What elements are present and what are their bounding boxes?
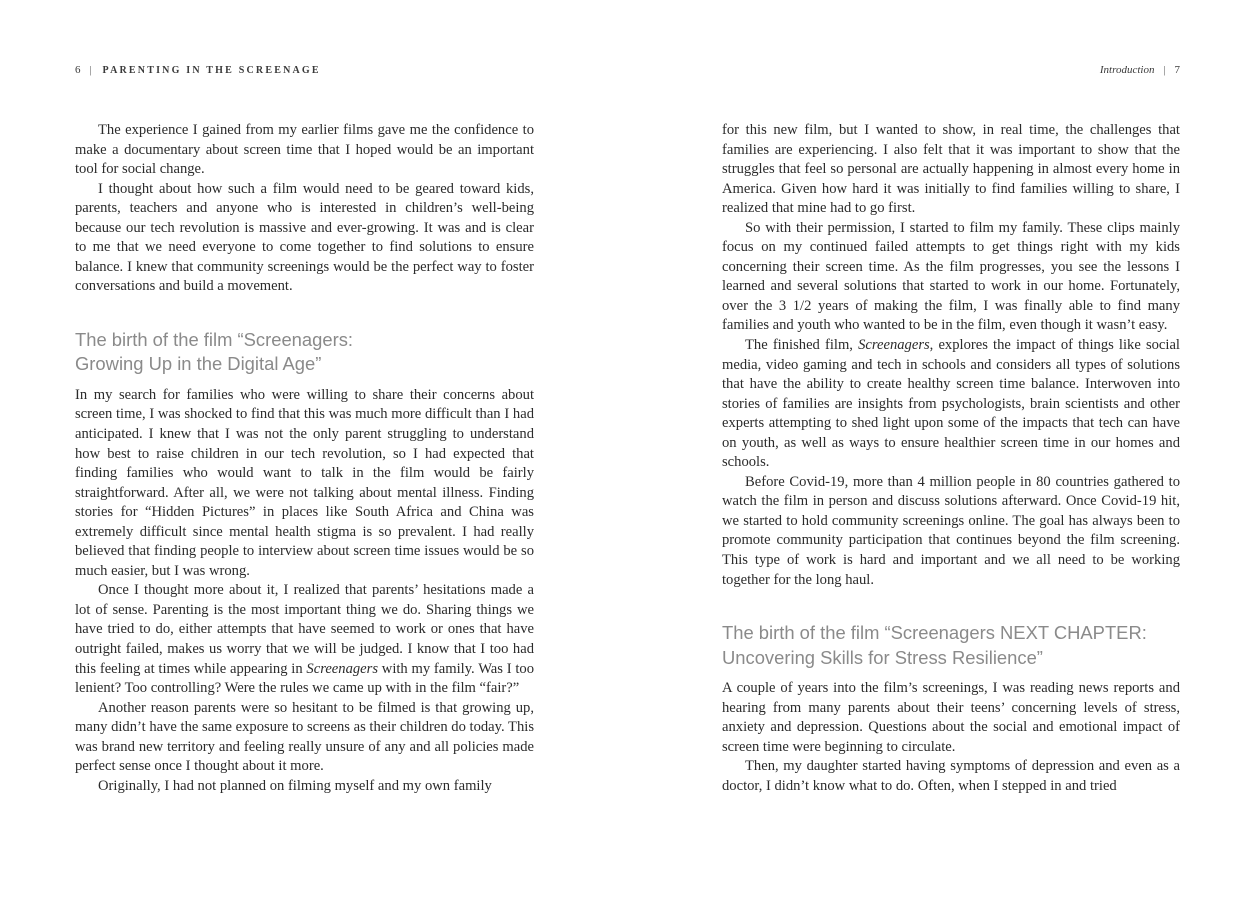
chapter-title: Introduction (1099, 64, 1155, 76)
paragraph (75, 581, 534, 698)
running-head-separator: | (1163, 65, 1166, 76)
film-title-italic: Screenagers (306, 660, 379, 677)
paragraph: The experience I gained from my earlier films gave me the confidence to make a documentary about screen time that I hoped would be an important tool for social change. (75, 122, 534, 178)
section-heading (722, 621, 1180, 670)
section-heading (75, 328, 534, 377)
right-page-number: 7 (1174, 64, 1180, 76)
paragraph-text: , explores the impact of things like social media, video gaming and tech in schools and considers all types of solutions that have the ability to create healthy screen time balance. Interwoven into stories of families are insights from psychologists, brain scientists and other experts attempting to shed light upon some of the impacts that tech can have on youth, as well as ways to ensure healthier screen time in our homes and schools. (722, 337, 1180, 471)
right-running-head (1100, 64, 1180, 76)
paragraph: Then, my daughter started having symptoms of depression and even as a doctor, I didn’t know what to do. Often, when I stepped in and tried (722, 758, 1180, 794)
left-page-number: 6 (75, 64, 81, 76)
paragraph: A couple of years into the film’s screenings, I was reading news reports and hearing from many parents about their teens’ concerning levels of stress, anxiety and depression. Questions about the social and emotional impact of screen time were beginning to circulate. (722, 680, 1180, 755)
paragraph: In my search for families who were willing to share their concerns about screen time, I was shocked to find that this was much more difficult than I had anticipated. I knew that I was not the only parent struggling to understand how best to raise children in our tech revolution, so I had expected that finding families who would want to talk in the film would be fairly straightforward. After all, we were not talking about mental illness. Finding stories for “Hidden Pictures” in places like South Africa and China was extremely difficult since mental health stigma is so prevalent. I had really believed that finding people to interview about screen time issues would be so much easier, but I was wrong. (75, 386, 534, 579)
running-head-separator: | (89, 65, 94, 76)
paragraph-text: The finished film, (745, 337, 859, 354)
book-title: PARENTING IN THE SCREENAGE (102, 65, 321, 76)
right-page (722, 0, 1180, 900)
paragraph-text: Once I thought more about it, I realized that parents’ hesitations made a lot of sense. Parenting is the most important thing we do. Sharing things we have tried to do, either attempts that have seemed to work or ones that have outright failed, makes us worry that we will be judged. I know that I too had this feeling at times while appearing in (75, 582, 534, 677)
film-title-italic: Screenagers (858, 337, 930, 354)
paragraph: Another reason parents were so hesitant to be filmed is that growing up, many didn’t have the same exposure to screens as their children do today. This was brand new territory and feeling really unsure of any and all policies made perfect sense once I thought about it more. (75, 699, 534, 775)
paragraph-text: with my family. Was I too lenient? Too controlling? Were the rules we came up with in the film “fair?” (75, 660, 534, 697)
left-page (75, 0, 534, 900)
section-heading-line: The birth of the film “Screenagers: (75, 328, 354, 350)
paragraph: I thought about how such a film would need to be geared toward kids, parents, teachers and anyone who is interested in children’s well-being because our tech revolution is massive and ever-growing. It was and is clear to me that we need everyone to come together to find solutions to ensure balance. I knew that community screenings would be the perfect way to foster conversations and build a movement. (75, 180, 534, 295)
paragraph: for this new film, but I wanted to show, in real time, the challenges that families are experiencing. I also felt that it was important to show that the struggles that feel so personal are actually happening in almost every home in America. Given how hard it was initially to find families willing to share, I realized that mine had to go first. (722, 122, 1180, 217)
section-heading-line: Uncovering Skills for Stress Resilience” (722, 646, 1043, 668)
left-body-text (75, 121, 534, 796)
left-running-head (75, 64, 321, 76)
paragraph: Originally, I had not planned on filming myself and my own family (98, 777, 492, 794)
section-heading-line: Growing Up in the Digital Age” (75, 353, 322, 375)
right-body-text (722, 121, 1180, 796)
paragraph: Before Covid-19, more than 4 million people in 80 countries gathered to watch the film in person and discuss solutions afterward. Once Covid-19 hit, we started to hold community screenings online. The goal has always been to promote community participation that continues beyond the film screening. This type of work is hard and important and we all need to be working together for the long haul. (722, 473, 1180, 588)
section-heading-line: The birth of the film “Screenagers NEXT CHAPTER: (722, 622, 1147, 644)
paragraph (722, 336, 1180, 473)
paragraph: So with their permission, I started to film my family. These clips mainly focus on my continued failed attempts to get things right with my kids concerning their screen time. As the film progresses, you see the lessons I learned and several solutions that started to work in our home. Fortunately, over the 3 1/2 years of making the film, I was finally able to find many families and youth who wanted to be in the film, even though it wasn’t easy. (722, 219, 1180, 334)
